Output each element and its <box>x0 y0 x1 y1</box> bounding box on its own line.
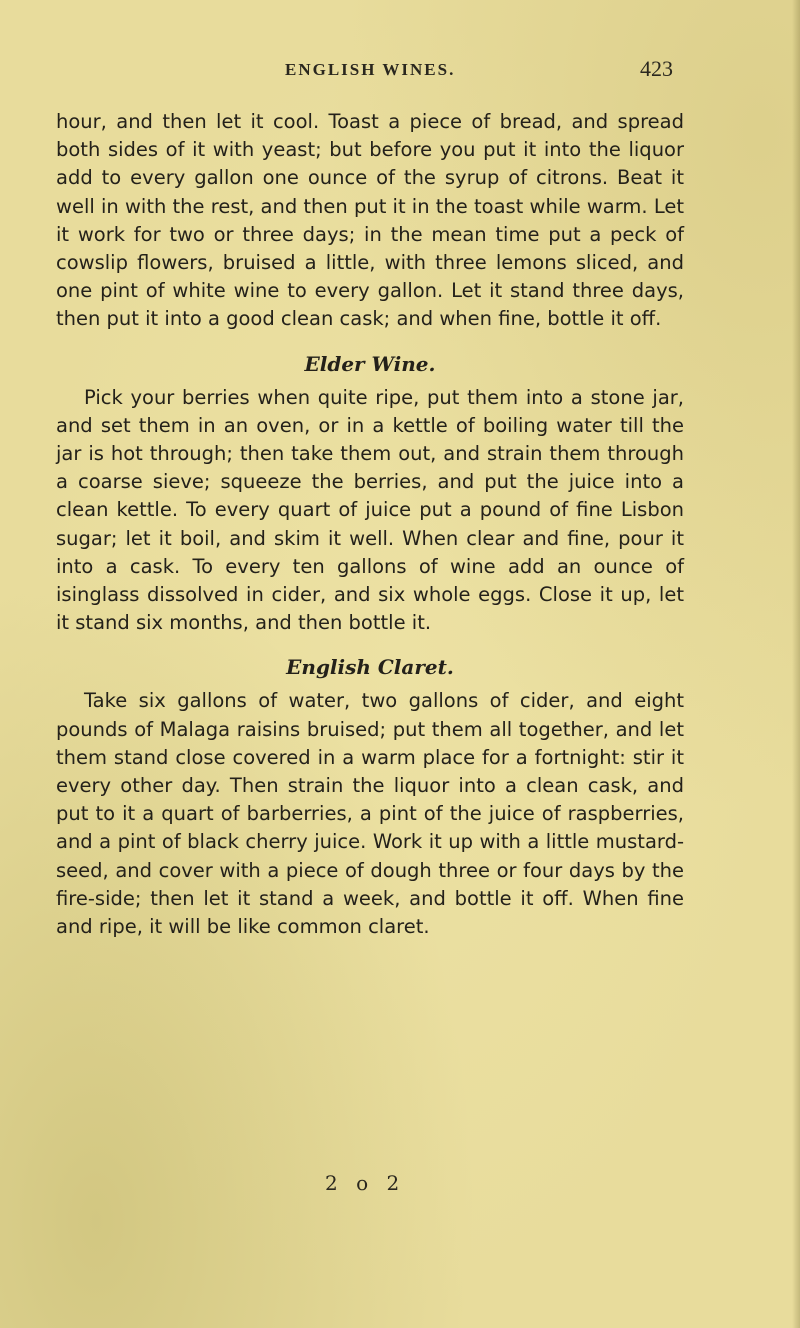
heading-elder-wine: Elder Wine. <box>304 351 436 376</box>
paragraph-elder-wine: Pick your berries when quite ripe, put them into a stone jar, and set them in an oven, or in a kettle of boiling water till the jar is hot through; then take them out, and strain them through a coarse sieve; squeeze the berries, and put the juice into a clean kettle. To every quart of juice put a pound of fine Lisbon sugar; let it boil, and skim it well. When clear and fine, pour it into a cask. To every ten gallons of wine add an ounce of isinglass dissolved in cider, and six whole eggs. Close it up, let it stand six months, and then bottle it. <box>56 385 684 635</box>
page-edge-shadow <box>792 0 800 1328</box>
running-head: ENGLISH WINES. <box>285 60 456 79</box>
page-number: 423 <box>640 56 673 81</box>
paragraph-continuation: hour, and then let it cool. Toast a piece of bread, and spread both sides of it with yeast; but before you put it into the liquor add to every gallon one ounce of the syrup of citrons. Beat it well in with the rest, and then put it in the toast while warm. Let it work for two or three days; in the mean time put a peck of cowslip flowers, bruised a little, with three lemons sliced, and one pint of white wine to every gallon. Let it stand three days, then put it into a good clean cask; and when fine, bottle it off. <box>56 110 684 331</box>
signature-mark: 2 o 2 <box>325 1171 406 1195</box>
heading-english-claret: English Claret. <box>286 655 454 680</box>
body-text <box>56 108 684 941</box>
paragraph-english-claret: Take six gallons of water, two gallons of cider, and eight pounds of Malaga raisins bruised; put them all together, and let them stand close covered in a warm place for a fortnight: stir it every other day. Then strain the liquor into a clean cask, and put to it a quart of barberries, a pint of the juice of raspberries, and a pint of black cherry juice. Work it up with a little mustard-seed, and cover with a piece of dough three or four days by the fire-side; then let it stand a week, and bottle it off. When fine and ripe, it will be like common claret. <box>56 689 684 939</box>
